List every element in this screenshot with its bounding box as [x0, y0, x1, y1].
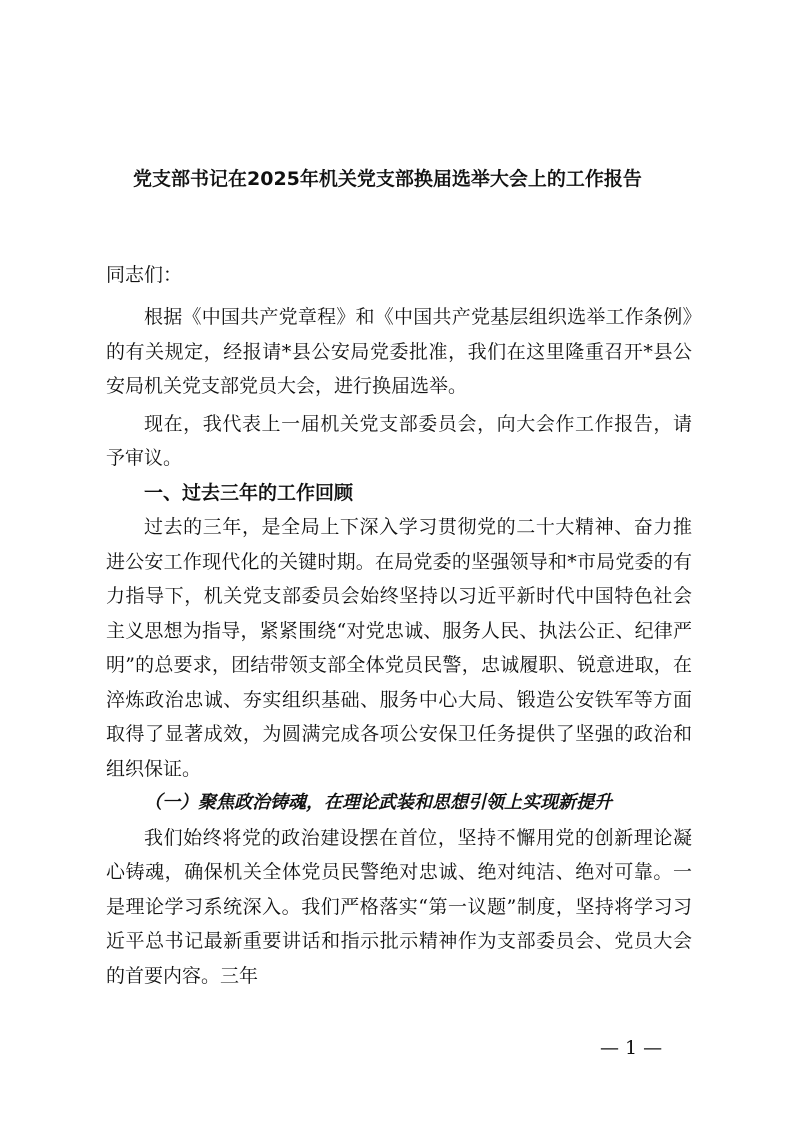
- section-heading-1: 一、过去三年的工作回顾: [144, 481, 354, 504]
- greeting: 同志们：: [106, 264, 183, 286]
- paragraph-4: 我们始终将党的政治建设摆在首位，坚持不懈用党的创新理论凝心铸魂，确保机关全体党员民警绝对忠诚、绝对纯洁、绝对可靠。一是理论学习系统深入。我们严格落实“第一议题”制度，坚持将学习习近平总书记最新重要讲话和指示批示精神作为支部委员会、党员大会的首要内容。三年: [106, 826, 692, 987]
- paragraph-2: 现在，我代表上一届机关党支部委员会，向大会作工作报告，请予审议。: [106, 412, 692, 469]
- document-body: [106, 300, 692, 993]
- paragraph-1: 根据《中国共产党章程》和《中国共产党基层组织选举工作条例》的有关规定，经报请*县公安局党委批准，我们在这里隆重召开*县公安局机关党支部党员大会，进行换届选举。: [106, 306, 692, 397]
- page-number: — 1 —: [600, 1037, 663, 1059]
- paragraph-3: 过去的三年，是全局上下深入学习贯彻党的二十大精神、奋力推进公安工作现代化的关键时期。在局党委的坚强领导和*市局党委的有力指导下，机关党支部委员会始终坚持以习近平新时代中国特色社会主义思想为指导，紧紧围绕“对党忠诚、服务人民、执法公正、纪律严明”的总要求，团结带领支部全体党员民警，忠诚履职、锐意进取，在淬炼政治忠诚、夯实组织基础、服务中心大局、锻造公安铁军等方面取得了显著成效，为圆满完成各项公安保卫任务提供了坚强的政治和组织保证。: [106, 516, 692, 780]
- subsection-heading-1: （一）聚焦政治铸魂，在理论武装和思想引领上实现新提升: [144, 792, 612, 813]
- document-title: 党支部书记在2025年机关党支部换届选举大会上的工作报告: [133, 168, 642, 190]
